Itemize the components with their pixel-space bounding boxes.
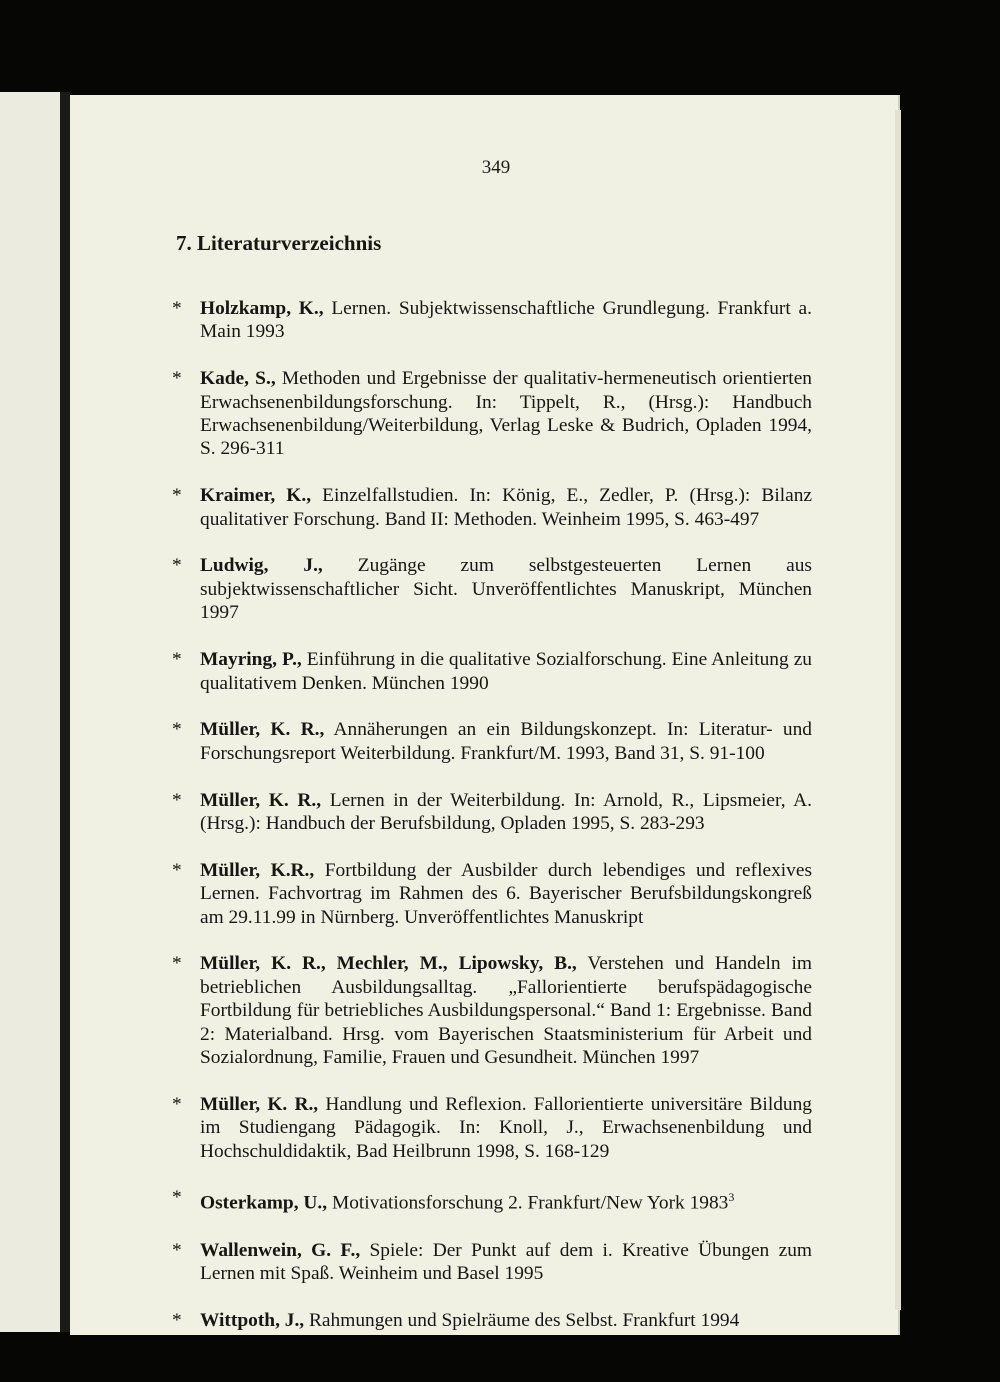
reference-item — [172, 1093, 812, 1187]
page-number: 349 — [481, 157, 511, 178]
reference-item — [172, 297, 812, 367]
reference-text: Spiele: Der Punkt auf dem i. Kreative Übungen zum Lernen mit Spaß. Weinheim und Basel 1995 — [200, 1239, 812, 1285]
reference-list — [172, 297, 812, 1356]
reference-text: Einführung in die qualitative Sozialforschung. Eine Anleitung zu qualitativem Denken. München 1990 — [200, 649, 813, 694]
reference-item — [172, 367, 812, 484]
reference-author: Wittpoth, J., — [200, 1309, 305, 1331]
reference-bullet: * — [172, 953, 182, 975]
reference-text: Lernen in der Weiterbildung. In: Arnold, R., Lipsmeier, A. (Hrsg.): Handbuch der Berufsbildung, Opladen 1995, S. 283-293 — [200, 789, 812, 834]
adjacent-page-edge — [0, 92, 60, 1332]
reference-text: Fortbildung der Ausbilder durch lebendiges und reflexives Lernen. Fachvortrag im Rahmen des 6. Bayerischer Berufsbildungskongreß am 29.11.99 in Nürnberg. Unveröffentlichtes Manuskript — [200, 859, 812, 928]
reference-item — [172, 1186, 812, 1238]
reference-text: Verstehen und Handeln im betrieblichen Ausbildungsalltag. „Fallorientierte berufspädagogische Fortbildung für betriebliches Ausbildungspersonal.“ Band 1: Ergebnisse. Band 2: Materialband. Hrsg. vom Bayerischen Staatsministerium für Arbeit und Sozialordnung, Familie, Frauen und Gesundheit. München 1997 — [200, 953, 812, 1068]
reference-author: Kraimer, K., — [200, 485, 312, 507]
reference-bullet: * — [172, 1239, 182, 1261]
reference-bullet: * — [172, 1093, 182, 1115]
reference-bullet: * — [172, 859, 182, 881]
reference-bullet: * — [172, 298, 182, 319]
reference-bullet: * — [172, 1309, 182, 1331]
reference-item — [172, 1239, 812, 1309]
reference-bullet: * — [172, 368, 182, 390]
reference-bullet: * — [172, 485, 182, 507]
reference-item — [172, 718, 812, 788]
reference-bullet: * — [172, 649, 182, 671]
reference-author: Müller, K.R., — [200, 859, 315, 881]
page-edge-shadow — [895, 110, 901, 1310]
reference-item — [172, 648, 812, 718]
reference-text: Rahmungen und Spielräume des Selbst. Frankfurt 1994 — [304, 1309, 740, 1331]
reference-author: Müller, K. R., — [200, 789, 322, 811]
reference-text: Einzelfallstudien. In: König, E., Zedler, P. (Hrsg.): Bilanz qualitativer Forschung. Band II: Methoden. Weinheim 1995, S. 463-497 — [200, 485, 812, 530]
reference-author: Holzkamp, K., — [200, 298, 324, 319]
reference-author: Müller, K. R., — [200, 719, 325, 741]
reference-author: Wallenwein, G. F., — [200, 1239, 361, 1261]
reference-item — [172, 554, 812, 648]
reference-author: Müller, K. R., — [200, 1093, 319, 1115]
reference-text: Motivationsforschung 2. Frankfurt/New York 1983 — [327, 1192, 729, 1214]
reference-item — [172, 484, 812, 554]
reference-text: Lernen. Subjektwissenschaftliche Grundlegung. Frankfurt a. Main 1993 — [200, 298, 812, 343]
reference-author: Ludwig, J., — [200, 555, 323, 577]
reference-text: Handlung und Reflexion. Fallorientierte universitäre Bildung im Studiengang Pädagogik. In: Knoll, J., Erwachsenenbildung und Hochschuldidaktik, Bad Heilbrunn 1998, S. 168-129 — [200, 1093, 812, 1162]
book-page — [70, 95, 898, 1335]
reference-author: Osterkamp, U., — [200, 1192, 328, 1214]
section-heading: 7. Literaturverzeichnis — [176, 231, 382, 255]
reference-bullet: * — [172, 789, 182, 811]
reference-bullet: * — [172, 1187, 182, 1209]
reference-bullet: * — [172, 555, 182, 577]
reference-text: Methoden und Ergebnisse der qualitativ-hermeneutisch orientierten Erwachsenenbildungsforschung. In: Tippelt, R., (Hrsg.): Handbuch Erwachsenenbildung/Weiterbildung, Verlag Leske & Budrich, Opladen 1994, S. 296-311 — [200, 368, 813, 460]
reference-item — [172, 1309, 812, 1356]
reference-item — [172, 952, 812, 1092]
book-gutter — [60, 92, 70, 1332]
reference-bullet: * — [172, 719, 182, 741]
reference-author: Kade, S., — [200, 368, 276, 390]
reference-item — [172, 789, 812, 859]
reference-author: Müller, K. R., Mechler, M., Lipowsky, B., — [200, 953, 577, 975]
reference-item — [172, 859, 812, 953]
reference-superscript: 3 — [728, 1190, 735, 1205]
reference-author: Mayring, P., — [200, 649, 302, 671]
reference-text: Annäherungen an ein Bildungskonzept. In: Literatur- und Forschungsreport Weiterbildung. Frankfurt/M. 1993, Band 31, S. 91-100 — [200, 719, 812, 764]
reference-text: Zugänge zum selbstgesteuerten Lernen aus subjektwissenschaftlicher Sicht. Unveröffentlichtes Manuskript, München 1997 — [200, 555, 812, 624]
